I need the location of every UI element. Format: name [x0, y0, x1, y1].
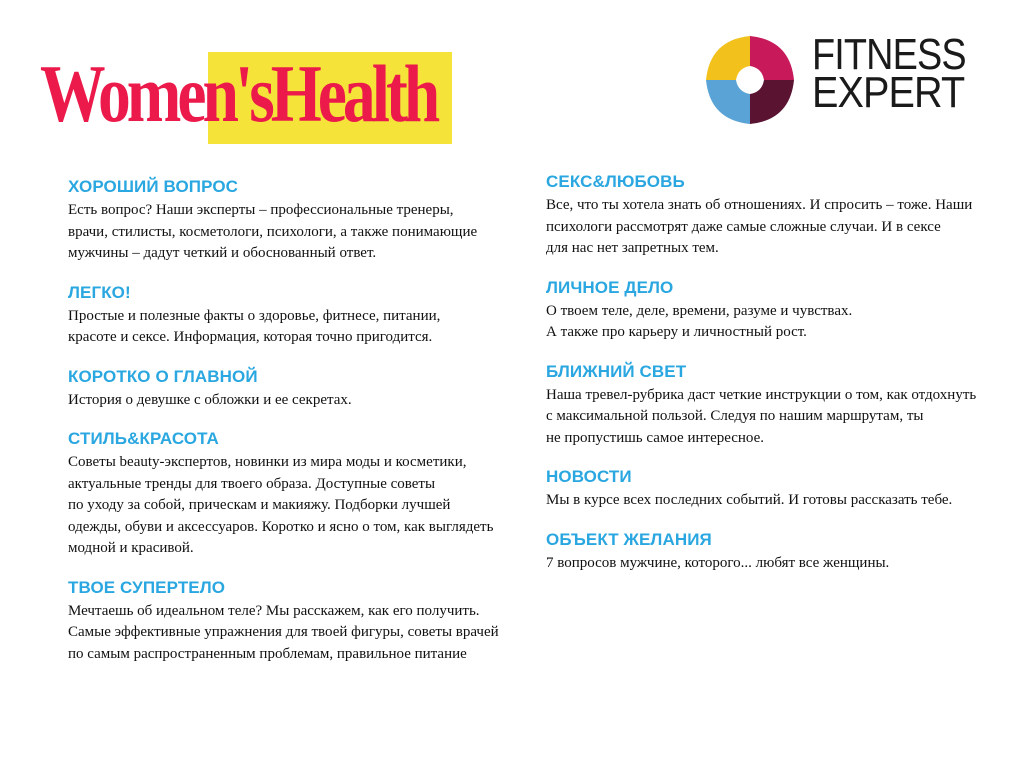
section-heading: НОВОСТИ: [546, 467, 632, 486]
section-style-beauty: [68, 428, 518, 560]
section-heading: КОРОТКО О ГЛАВНОЙ: [68, 366, 258, 386]
section-super-body: [68, 577, 518, 666]
section-object-of-desire: [546, 529, 1006, 575]
section-personal: [546, 277, 1006, 344]
section-text-line: по уходу за собой, прическам и макияжу. Подборки лучшей: [68, 497, 451, 513]
section-text-line: не пропустишь самое интересное.: [546, 429, 765, 446]
section-good-question: [68, 176, 518, 265]
section-text-line: врачи, стилисты, косметологи, психологи, а также понимающие: [68, 223, 478, 240]
section-text-line: Мы в курсе всех последних событий. И готовы рассказать тебе.: [546, 492, 953, 508]
fitness-expert-emblem-icon: [706, 36, 794, 124]
section-news: [546, 466, 1006, 512]
section-text-line: А также про карьеру и личностный рост.: [546, 324, 807, 340]
section-text-line: психологи рассмотрят даже самые сложные случаи. И в сексе: [546, 218, 941, 235]
right-column: [546, 171, 1006, 591]
fitness-expert-line1: FITNESS: [812, 30, 966, 79]
section-text-line: Наша тревел-рубрика даст четкие инструкции о том, как отдохнуть: [546, 386, 977, 403]
section-heading: ЛЕГКО!: [68, 282, 131, 302]
womens-health-logo: [40, 48, 452, 144]
section-text-line: 7 вопросов мужчине, которого... любят все женщины.: [546, 554, 890, 571]
section-heading: ОБЪЕКТ ЖЕЛАНИЯ: [546, 529, 712, 549]
section-sex-love: [546, 171, 1006, 260]
section-text-line: одежды, обуви и аксессуаров. Коротко и ясно о том, как выглядеть: [68, 518, 494, 535]
section-heading: ХОРОШИЙ ВОПРОС: [68, 177, 239, 196]
section-heading: БЛИЖНИЙ СВЕТ: [546, 361, 687, 381]
section-text-line: Есть вопрос? Наши эксперты – профессиональные тренеры,: [68, 202, 454, 218]
section-heading: СЕКС&ЛЮБОВЬ: [546, 172, 685, 191]
fitness-expert-wordmark: [812, 30, 992, 117]
section-text-line: Мечтаешь об идеальном теле? Мы расскажем, как его получить.: [68, 602, 480, 619]
section-text-line: с максимальной пользой. Следуя по нашим маршрутам, ты: [546, 408, 924, 424]
section-text-line: О твоем теле, деле, времени, разуме и чувствах.: [546, 302, 853, 319]
section-heading: ЛИЧНОЕ ДЕЛО: [546, 277, 674, 297]
section-heading: СТИЛЬ&КРАСОТА: [68, 429, 219, 448]
section-text-line: красоте и сексе. Информация, которая точно пригодится.: [68, 329, 433, 345]
section-text-line: Самые эффективные упражнения для твоей фигуры, советы врачей: [68, 624, 499, 640]
section-text-line: История о девушке с обложки и ее секретах.: [68, 391, 352, 408]
section-cover-story: [68, 366, 518, 412]
left-column: [68, 176, 518, 682]
section-text-line: для нас нет запретных тем.: [546, 240, 719, 256]
section-text-line: по самым распространенным проблемам, правильное питание: [68, 645, 467, 662]
section-text-line: актуальные тренды для твоего образа. Доступные советы: [68, 475, 436, 492]
womens-health-logo-text: Women'sHealth: [40, 48, 437, 139]
section-text-line: Все, что ты хотела знать об отношениях. И спросить – тоже. Наши: [546, 197, 973, 213]
fitness-expert-line2: EXPERT: [812, 68, 965, 117]
section-text-line: мужчины – дадут четкий и обоснованный ответ.: [68, 245, 377, 261]
section-text-line: модной и красивой.: [68, 540, 194, 556]
section-easy: [68, 282, 518, 349]
section-text-line: Простые и полезные факты о здоровье, фитнесе, питании,: [68, 307, 441, 324]
section-travel: [546, 361, 1006, 450]
section-heading: ТВОЕ СУПЕРТЕЛО: [68, 577, 226, 597]
section-text-line: Советы beauty-экспертов, новинки из мира моды и косметики,: [68, 454, 467, 470]
